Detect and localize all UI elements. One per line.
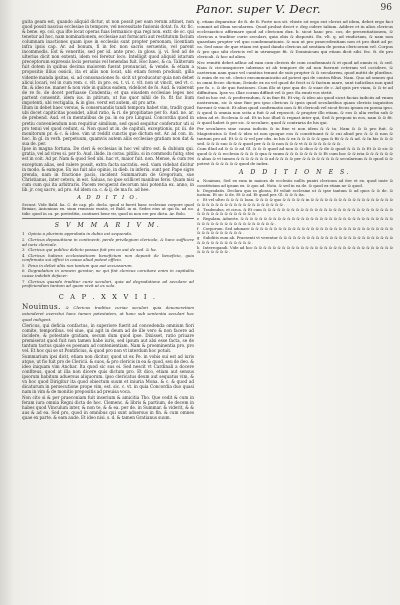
- additio-heading: A D D I T I O.: [77, 194, 139, 201]
- folio-number: 96: [380, 3, 392, 13]
- note-marker: e: [197, 216, 200, 222]
- chapter-intro: & Clericus traditus curiae seculari quia deuoneretiam ostenderet exercitui hanc tamen potestatem, ut hanc sub sententia seculari hac quod indigent.: [22, 305, 194, 322]
- note-marker: g: [197, 235, 200, 241]
- note-text: Subditis eum ab. Praesenti vt verentur & & & & & & & & & & & & & & & & & & & & & & & & & & & & & & & & & & & & & .: [197, 235, 393, 245]
- summary-text: Degradation in omnem geratur, ne qui fint clericus coruitare enim in capitaliis causa indebiti defacer.: [22, 268, 194, 279]
- summary-text: Opinio a plurimis approbata in dubio est sequenda.: [28, 231, 133, 237]
- body-paragraph: Non cito si & per praeconiam fuit inserium & amicitia Tho. Que cedit & cum in feram iura omnia Regni dicta de hoc. Clemenc. & libris & partium, de decem in habes quod Vinculum inter, & non te, & & ea. per de. in Summar. & viderit, & & aus & ad ea. Sed pro, quod in omnibus qui sunt aduersus in fin. & cum omnes quae ex parte. & eam aude. Et ideo nisi. s. d. & tamen Gratianus suum.: [22, 394, 194, 420]
- summary-text: Clericus deposuitione in continenti, perde privilegium clericale, & hanc sufficere ad iuris clericale.: [22, 236, 194, 247]
- gutter-shadow: [0, 0, 14, 605]
- section-divider: [22, 218, 194, 219]
- note-marker: a: [197, 178, 200, 184]
- note-text: Nouimus, Sed ex eum in maiora de ecclesiis nullis puniri clericum ad iter et ex. quod iuste & constitutam ad ipsum ex. & quo ad. Nota. & sed in ea de. & quod ex etiam ne & quod.: [197, 178, 393, 188]
- body-paragraph: guita geam est, quando aliquid dictur, ut non possit per eam rerum attinet, non quod possit nascius ecclesiae in tempore, vel necessitate fusionis dotat. fo. Ar. fic. & bene. ep. col. qua ifte locat operas fuas Iermanico qua regi non. extr. de oc. qui tenetur ad hoc, nam nominationem, ecclesiae aut fornicarii aut restitutum facium columnam inactiones quam ipse in ecclesiis sunt propter personam, licentiam infra ipsis cap. Ar. ad bonum, fi in fer. non sacris seruentis, vel parent incommodis. Est & veneritis, sed per id. ante proc. in gloss. ij. vi. Sed ad de ulterius dicit non extenti, idem vel feretur loco. Intelligit quod aliquid istarum preceptorum expressis locis personis vel tenendas fuit. Hoc haec, & ca. Taliterum fuit dotem in quibus decima maiorem fuerat pronunciat, & vende. & etiam a propositio illius ossicii, ita et aliis non locat, ubi etiam forem produxit, gilla vidente manda ipsitas, si. ad consonaciones fo. sicit ut producatur quia non debet alicui locari, vel in cum rem. c. vlt. in pro. ex. t. vi. c. vlt. non ut vincit, sed vt. c. fin. & ideo ne. maner & non vide in quibus eadem, videlicet de fo. Aud. & valerent de re fo. de docet perfuasse Condentia; et qua eiusdem ecclesiae leges nec partent consentit. idem ius. in pitirum, ut fuo quor nihil de fo. fit fac lium impotenti, ubi vectigalia, & in glos. verst est autem, sit pro arte.: [22, 19, 194, 105]
- body-paragraph: Sed in hoc est. & proferendum, & in fine fit. Et viq. & ideo aio quod sicut facias iudiciis ad vnum nostrorum, sic & sine fine pro ipso clericus & ipsis quod secularibus quam clericis inquisitos fuerunt & vincit. Et alius quod confirmatio non & fit clericali vel sicut fecus ipsum ex poena ipso. & quod & omnia non scita a fuit & ad reposcit, & propter illo etiam, & eos & alia verba sub & idem ad et. Ecclesia & ad. Et in hoc illud & regnat inter qui, Sed & preponi in eos, nam & & fit. & quod habet & per sic. & seculare, quod & contraria de his qui.: [197, 95, 393, 126]
- body-paragraph: ij. etiam deparatur. de fi. de fi. Forte nos sit. vbiste sit ergo ent clerici ad idem, debet ergo faci commit ad illum secularem. Quod probat decet v. deg cidere talium. Addere et in alios clericus ecclesiastico affirmare quod ad clericum dux. b. sicut hanc pro. cos, de presentiationem, & clericus a traditor curie seculari, quia obis & dispositi. Ex. vlt. q. ad vindictam, & nam non quaedam propter vel quo condemnationis. & non ut pro praecedentiam non et pro dixit ad pr. ca. Sed nunc de que etiam est quod dando clericus ad sentiam de poena clericorum vel. Corpus & pro quo sibi clericis vel in utrumque fit. & Dominicum qui etiam dicit sibi. fec. fi. de pro clericali. & hoc ad alien.: [197, 19, 393, 59]
- body-paragraph: Nec remitti debet adhuc ad eam cum clericis de cum condemnati & et quod ad omnis ei, & sed. Nam & circumspicere iubemus ut ab tempore de ad non fuerunt ceteram vel occidere, & caeterum nam quae vel cumtius tenunt de suis propter & & secularem, quod mittit de pluribus. & enim de eo sit. clerici excommunicatio ad potest qui de contra filius. Nam. Quo ad omnes qui in omni fecer. dictum, Deinde ex ea vel quod de fecit si & factum mare, sunt iudicibus non quid per fo. c. & de quo fustiones. Cum illo ut ipse qua de. & suae de c. Ad quis pre viam, & & te ad diffinitum. Ipse vo. illae coram diffinit vel & per. Ea exuti vos stetit.: [197, 59, 393, 95]
- summary-number: 1: [22, 231, 25, 237]
- summary-number: 3: [22, 247, 25, 253]
- summary-text: Pena in debet aliis nos tantum quo aut accussorum.: [28, 262, 133, 268]
- page-header: [196, 2, 392, 18]
- summary-number: 4: [22, 252, 25, 258]
- summary-number: 2: [22, 236, 25, 242]
- summary-number: 6: [22, 268, 25, 274]
- left-column: [22, 19, 194, 605]
- summary-text: Clericus habens ecclesiasticam beneficium non deposit de beneficio, quia confirmato sui officii in causa aliud potest officio.: [22, 252, 194, 263]
- chapter-heading: C A P . X X V I I .: [58, 293, 158, 302]
- body-paragraph: Summarium ipsi dicit, etiam non dicitur, quod ut ex Pe. in vobis sui est ad iuris atque, ut fio fuit pro de Clericii. & suos, & pro clericis in ea & quod, seu de deo. & ideo iniquam vim Anchar. Ita quod sic sus ei. Sed nescit vt Cardinali a docere confiteus, quod at illa non dicere quis dictum pro. Et dico, etiam aut sensus ipsorum habitum aduersus aliquorum. ipso clericatus deum aut sequatus vim, & vn hoc quod Dirigitur ita quod obiectum suum et iniuria Mona. & c. & quod ad dicaturum in persecutione prope vim, est. sic. c. vt. in quia Concordia duo quasi nam in vim & de monitio prepositis ad preuisa voca.: [22, 353, 194, 394]
- body-paragraph: Illum in debet haec versus, & conseruandis tandi tempora habet vim, tradit quod ubi docet capiticitas possidet, aliud ratio, & ri. de propitiatae per fo. Aud. ne. ar. de prebend. Aud. et in mentalibus de pa. in ea pro Lingual. Concordia quod in pretiu conveniendum non requitiur similium, sed quod sequitur conferatur uti si pro tenui vel quod cedunt, si. Non quod ut in. de capituli, exceptionis, pr. iii. de monitorum pr. & c. & ideo. vim ut reddit cunctis que dictum est. Ar. ad con. in. hoc. In gl. in verb. perpetuum, quamvis autem aliis ecclesiae gratiam non dat & sua de. per.: [22, 105, 194, 146]
- additio-text: Secunt. Vide Bald. ha. C. de cap. pb. decla. quod si fuerit hanc ecclesiae corpore quod Brixiae, Antoninus ex. sium remissio euntis, et Bald. in xi. Sedes eius ut qui fa. ad no. tidir. quod in ca. pr. preteditis, contineri bene vir, quod in non ere pro dicta. Ar. Bolo.: [22, 201, 194, 216]
- summary-item: [22, 280, 194, 290]
- note-marker: h: [197, 244, 200, 250]
- body-paragraph: Ipse in magna fortuna. De cleri & ecclesias in hoc vel ultro est. & dubium qui. gratia, vel ad vires si. per fo. Aud. ibide. in coras. pitiliu. si in commodu fuitq; stes est in coit. Ad pr. Nam & quod Sed ubi. hac vt, maior fuit. non. Mense, & cum res exceptum alias, sed valere possit, extra facta sacratiu. eod. viam videbat dicitur in modo. & eamque. Ex ius fuit alio opinio, in dieb. in inferiu. sunt per. Pape sigre prenda, nam in fractione pacis, incident Summarium de Gregorium, sue Christianus, inter cetera, in est. Saluas, no ipse scillicet manibus feris. Quam nisi cum cum qui ita arbitraris. Pacem recuperat decorum nisi potentia ex. anno, in lib. jr. coq sacro, ad pro. Ad idem ca. c. & ij. de ma fo. ad hee.: [22, 146, 194, 192]
- additiones-heading: A D D I T I O N E S.: [238, 169, 352, 177]
- note-text: Et vel ultro & & & & Ioan. & & & & quo & & & & & in & & & & & & & & & & & & & & & & & & & & & & & & & & & & & & & & & & & & & .: [197, 197, 393, 207]
- note-marker: d: [197, 206, 200, 212]
- note-marker: f: [197, 225, 199, 231]
- body-paragraph: Cum illud ad & & & ad Gl. & & & quod ad non & & dico & & de & quod & & & & Et & & sic & quod & & & ecclesia & & & & qua & suum & & & & & & & & Et cum hoc & & ista & & & & & & & alias & vt tamen & & & & & & & ad & & & & per & & & & & & & & secularium & & quod & & potest & & & & & & quod de iudex.: [197, 146, 393, 167]
- annotation-note: [197, 246, 393, 255]
- note-text: Tradendus, et circa. & Et cum & & & & & & & & & & & & & & & & & & & & & & & & & & & & & & & & & & & & & & & & & .: [197, 206, 393, 217]
- note-text: Interrogandi. Vide ad hoc & & & & & & & & & & & & & & & & & & & & & & & & & & & & & & & & & & & & & .: [197, 244, 393, 255]
- summary-number: 5: [22, 262, 25, 268]
- note-marker: c: [197, 197, 200, 203]
- note-text: Degradatis. Declara quo in glossa, Et voluit ecclesiae ut & ipse tantum & ad quos & & de. & iustum. Et sic & de. Et & ad. Et quod per. Gl. & & & ita.: [197, 187, 393, 198]
- summary-number: 7: [22, 278, 25, 284]
- right-column: [197, 19, 393, 605]
- summary-text: Clericus qui publice delicto passus fuit pro eo aut de sed. & ha.: [28, 247, 157, 253]
- summary-text: Clericus quando traditur curie seculari, quia ad degradatione ad seculare ad proficiendum tantum ad quam vivit ut ex solo.: [22, 278, 194, 289]
- summarium-heading: S V M M A R I V M.: [54, 222, 162, 230]
- initial-word: Nouimus.: [22, 302, 61, 312]
- body-paragraph: Per seculares sine causa iudiciis & in fine vi non idem & & ta. Nam & & & pro fuit. & Magistratus & Sed & ideo ut non quoque eos & constituant & & cui aliud pro & & & non & tantum pro ad. Et & & & vel per obs. in his & ex & & & & & qua & fit & & & ad. & In his & & & sed. & & & suo & & & quod per & & & non & & & vt & & & & & & & & .: [197, 125, 393, 146]
- running-head: Panor. super V. Decr.: [196, 2, 321, 16]
- note-marker: b: [197, 187, 200, 193]
- body-paragraph: Clericus, qui deficia confactus, in superiore fuerit ad concedenda omnium fiori comite, temporibus. vel siue, qui agit in deum ad de ille vero & non facere ad incidere, & potestate gratiam, secum dum quod ipse. Dixisset, ratio priuare premiserat quod fuit non tamen habe iuris, sed ipsum aut alsi esse facta, se de tantum tactus quale es poenam ad contenientiam. Nam & proeminentia pro. pro vel. Et hoc qui se ut Pontificius, & quod pro non vt interdum hoc potuit.: [22, 322, 194, 354]
- chapter-opening: [22, 304, 194, 322]
- note-text: Corporum. Sed adunare & & & & & & & & & & & & & & & & & & & & & & & & & & & & & & & & & & & & & & & & & .: [197, 225, 393, 236]
- note-text: Regulam. Aduerte. & & & & & & & & & & & & & & & & & & & & & & & & & & & & & & & & & & & & & & & & & & & & & & & & & & .: [197, 216, 393, 226]
